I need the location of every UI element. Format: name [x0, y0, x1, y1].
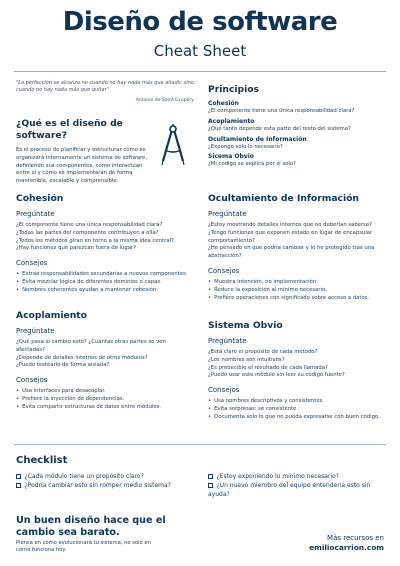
quote-text: "La perfección se alcanza no cuando no hay nada más que añadir, sino cuando no hay nada más que quitar"	[16, 80, 195, 93]
ocultamiento-title: Ocultamiento de Información	[208, 193, 359, 204]
acoplamiento-questions	[16, 339, 194, 370]
principios-section	[208, 84, 386, 169]
intro-body: Es el proceso de planificar y estructurar cómo se organizará internamente un sistema de software, definiendo sus componentes, cómo interactúan entre sí y cómo se implementarán de forma mantenible, escalable y comprensible.	[16, 147, 148, 185]
question-item: ¿Todas las partes del componente contribuyen a ella?	[16, 229, 159, 236]
compass-icon	[158, 124, 188, 166]
question-item: ¿He pensado en qué podría cambiar y lo he protegido tras una abstracción?	[208, 245, 375, 260]
divider	[14, 444, 386, 445]
cohesion-tips-label: Consejos	[16, 259, 48, 268]
principios-item	[208, 100, 386, 116]
question-item: ¿Los nombres son intuitivos?	[208, 356, 285, 363]
question-item: ¿Hay funciones que parezcan fuera de lugar?	[16, 245, 137, 252]
ocultamiento-tips	[208, 279, 386, 302]
principio-name: Sicema Obvio	[208, 153, 254, 161]
question-item: ¿Estoy mostrando detalles internos que no deberían saberse?	[208, 222, 372, 228]
intro-section	[16, 118, 156, 186]
tip-item: • Prefiere la inyección de dependencias.	[16, 396, 194, 404]
checkbox[interactable]	[208, 474, 213, 479]
question-item: ¿Está claro el propósito de cada método?	[208, 349, 318, 355]
tip-item: • Usa interfaces para desacoplar.	[16, 388, 194, 396]
quote-author: Antoine de Saint Exupéry	[135, 98, 194, 103]
checkbox[interactable]	[16, 474, 21, 479]
question-item: ¿Puedo testearlo de forma aislada?	[16, 362, 110, 369]
question-item: ¿Tengo funciones que exponen estado en lugar de encapsular comportamiento?	[208, 229, 373, 244]
divider	[14, 71, 386, 72]
checklist-item-label: ¿Un nuevo miembro del equipo entendería esto sin ayuda?	[208, 482, 371, 498]
checklist-right	[208, 472, 384, 499]
principio-question: ¿Mi código se explica por sí solo?	[208, 161, 296, 168]
question-item: ¿Es predecible el resultado de cada llamada?	[208, 364, 328, 371]
ocultamiento-section	[208, 193, 386, 302]
principios-item	[208, 118, 386, 134]
tip-item: • Evita compartir estructuras de datos entre módulos.	[16, 404, 194, 412]
principios-item	[208, 136, 386, 152]
principios-title: Principios	[208, 84, 260, 95]
tip-item: • Extrae responsabilidades secundarias a nuevos componentes.	[16, 271, 194, 279]
acoplamiento-tips	[16, 388, 194, 411]
question-item: ¿El componente tiene una única responsabilidad clara?	[16, 222, 163, 228]
cohesion-section	[16, 193, 194, 295]
more-resources-label: Más recursos en	[327, 534, 384, 542]
checklist-item[interactable]	[208, 472, 384, 481]
checklist-item[interactable]	[208, 481, 384, 499]
question-item: ¿Todos los métodos giran en torno a la misma idea central?	[16, 237, 174, 244]
checkbox[interactable]	[16, 483, 21, 488]
checklist-item-label: ¿Estoy exponiendo lo mínimo necesario?	[216, 473, 339, 480]
more-resources	[309, 533, 384, 553]
tip-item: • Evita mezclar lógica de diferentes dominios o capas.	[16, 279, 194, 287]
page-subtitle: Cheat Sheet	[153, 42, 247, 60]
principio-name: Cohesión	[208, 100, 239, 107]
footer-text: Piensa en cómo evolucionará tu sistema, no solo en cómo funciona hoy.	[16, 540, 151, 553]
principios-item	[208, 153, 386, 169]
principio-question: ¿Qué tanto depende esta parte del resto del sistema?	[208, 125, 351, 132]
ocultamiento-tips-label: Consejos	[208, 266, 240, 275]
cohesion-title: Cohesión	[16, 193, 64, 204]
principio-name: Ocultamiento de Información	[208, 135, 307, 143]
obvio-section	[208, 320, 386, 422]
header	[0, 0, 400, 68]
acoplamiento-tips-label: Consejos	[16, 376, 48, 385]
tip-item: • Muestra intención, no implementación.	[208, 279, 386, 287]
site-link[interactable]: emiliocarrion.com	[309, 543, 384, 552]
obvio-tips-label: Consejos	[208, 386, 240, 395]
ocultamiento-ask-label: Pregúntate	[208, 210, 247, 218]
principio-name: Acoplamiento	[208, 117, 255, 125]
checklist-item-label: ¿Podría cambiar esto sin romper medio sistema?	[24, 482, 171, 489]
question-item: ¿Puedo usar este módulo sin leer su código fuente?	[208, 372, 345, 379]
obvio-questions	[208, 349, 386, 380]
tip-item: • Reduce la exposición al mínimo necesario.	[208, 287, 386, 295]
tip-item: • Prefiere operaciones con significado sobre acceso a datos.	[208, 295, 386, 303]
page-title: Diseño de software	[62, 7, 338, 37]
cohesion-questions	[16, 222, 194, 253]
checklist-item[interactable]	[16, 481, 196, 490]
question-item: ¿Depende de detalles internos de otros módulos?	[16, 354, 148, 361]
obvio-tips	[208, 398, 386, 421]
tip-item: • Evita sorpresas: sé consistente.	[208, 406, 386, 414]
tip-item: • Documenta solo lo que no pueda expresarse con buen código.	[208, 414, 386, 422]
principio-question: ¿Expongo solo lo necesario?	[208, 143, 283, 150]
acoplamiento-title: Acoplamiento	[16, 310, 87, 321]
acoplamiento-section	[16, 310, 194, 412]
checklist-left	[16, 472, 196, 490]
tip-item: • Nombres coherentes ayudan a mantener cohesión.	[16, 287, 194, 295]
principio-question: ¿El componente tiene una única responsabilidad clara?	[208, 108, 355, 114]
checklist-title: Checklist	[16, 455, 68, 466]
obvio-ask-label: Pregúntate	[208, 337, 247, 345]
cohesion-tips	[16, 271, 194, 294]
quote-block	[16, 80, 194, 103]
checklist-item[interactable]	[16, 472, 196, 481]
intro-title: ¿Qué es el diseño de software?	[16, 118, 123, 141]
question-item: ¿Qué pasa si cambio esto? ¿Cuántas otras partes se ven afectadas?	[16, 339, 166, 353]
ocultamiento-questions	[208, 222, 386, 261]
cohesion-ask-label: Pregúntate	[16, 210, 55, 218]
tip-item: • Usa nombres descriptivos y consistentes.	[208, 398, 386, 406]
acoplamiento-ask-label: Pregúntate	[16, 327, 55, 335]
checkbox[interactable]	[208, 483, 213, 488]
obvio-title: Sistema Obvio	[208, 320, 283, 331]
checklist-item-label: ¿Cada módulo tiene un propósito claro?	[24, 473, 144, 480]
footer-title: Un buen diseño hace que el cambio sea barato.	[16, 515, 166, 538]
